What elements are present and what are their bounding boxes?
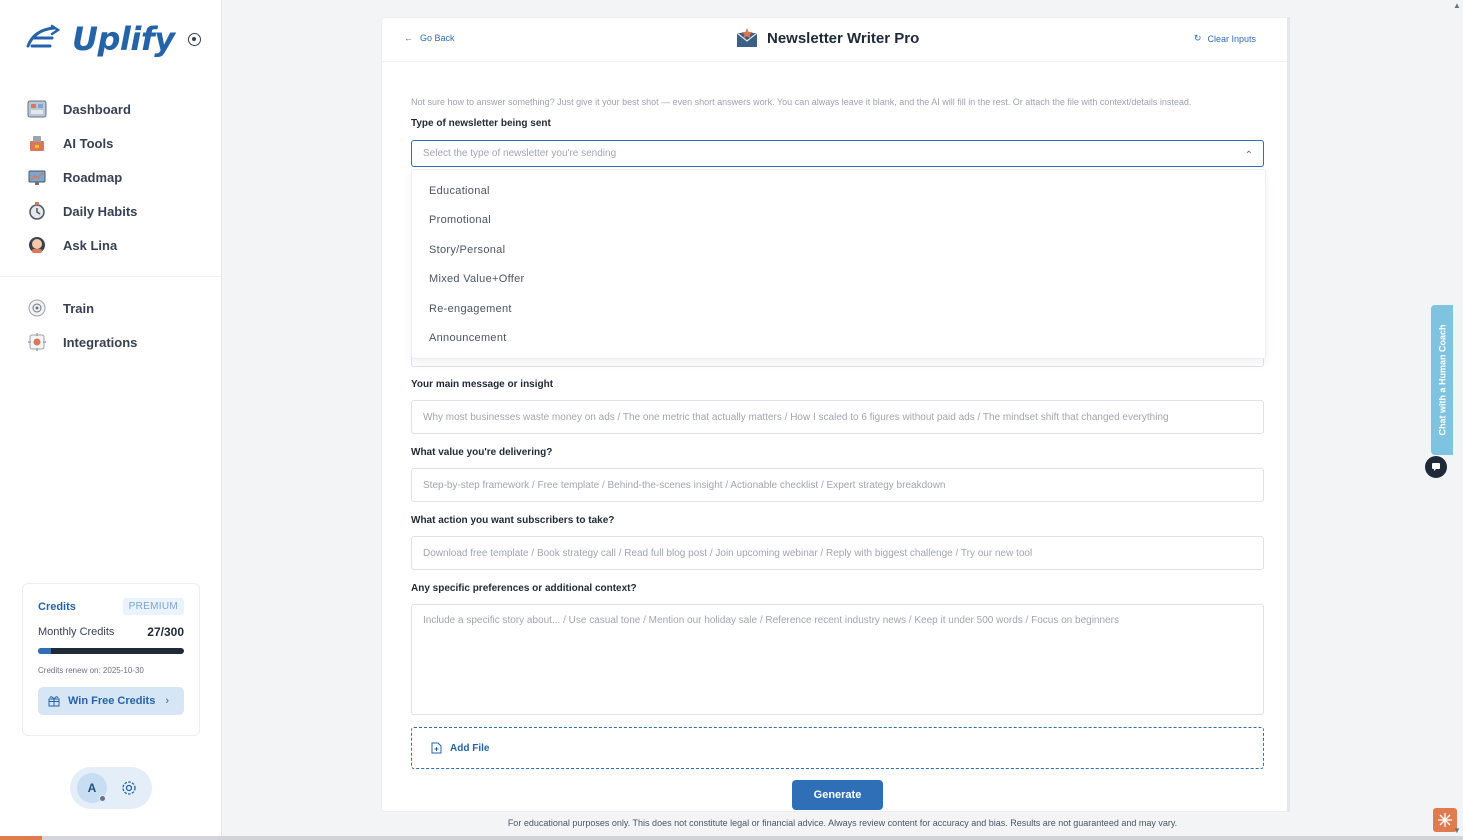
avatar-initial: A (87, 781, 97, 795)
dropdown-option-educational[interactable]: Educational (429, 184, 490, 197)
avatar[interactable] (77, 773, 107, 803)
win-free-credits-label: Win Free Credits (68, 695, 156, 707)
dropdown-option-announcement[interactable]: Announcement (429, 332, 507, 345)
sparkle-icon (1437, 812, 1453, 828)
chevron-right-icon: › (165, 695, 169, 707)
dropdown-option-mixed-value-offer[interactable]: Mixed Value+Offer (429, 273, 525, 286)
credits-renew-date: Credits renew on: 2025-10-30 (38, 666, 144, 675)
action-placeholder: Download free template / Book strategy call / Read full blog post / Join upcoming webinar / Reply with biggest challenge / Try our new tool (423, 547, 1033, 559)
nav-label: Daily Habits (63, 203, 138, 219)
chevron-up-icon: ⌃ (1244, 150, 1253, 161)
generate-button[interactable]: Generate (792, 780, 883, 810)
panel-header (382, 18, 1288, 62)
logo[interactable] (24, 20, 175, 58)
newsletter-type-select[interactable] (411, 140, 1264, 167)
sidebar (0, 0, 222, 840)
disclaimer: For educational purposes only. This does not constitute legal or financial advice. Always review content for accuracy and bias. Results are not guaranteed and may vary. (507, 818, 1178, 828)
message-label: Your main message or insight (411, 379, 554, 390)
panel-scrollbar[interactable] (1287, 17, 1290, 812)
arrow-left-icon: ← (404, 33, 413, 43)
chat-icon (1431, 462, 1441, 472)
nav-label: Dashboard (63, 101, 131, 117)
nav-item-integrations[interactable] (0, 325, 221, 359)
gear-icon[interactable] (121, 780, 137, 796)
gift-icon (48, 695, 60, 707)
dropdown-option-promotional[interactable]: Promotional (429, 214, 491, 227)
credits-count: 27/300 (147, 625, 184, 639)
nav-divider (0, 276, 221, 277)
train-icon (27, 298, 47, 318)
main-nav (0, 92, 221, 359)
collapse-toggle-icon[interactable] (188, 33, 201, 46)
context-placeholder: Include a specific story about... / Use casual tone / Mention our holiday sale / Reference recent industry news / Keep it under 500 words / Focus on beginners (423, 615, 1119, 626)
clear-inputs-label: Clear Inputs (1207, 33, 1256, 44)
scroll-down-arrow-icon[interactable]: ▼ (1453, 826, 1461, 835)
premium-badge: PREMIUM (123, 598, 184, 615)
value-placeholder: Step-by-step framework / Free template / Behind-the-scenes insight / Actionable checklist / Expert strategy breakdown (423, 479, 946, 491)
scroll-up-arrow-icon[interactable]: ▲ (1453, 1, 1461, 10)
bottom-strip (0, 836, 1463, 840)
file-plus-icon (431, 742, 442, 754)
nav-item-roadmap[interactable] (0, 160, 221, 194)
action-input[interactable] (411, 536, 1264, 570)
type-label: Type of newsletter being sent (411, 118, 551, 129)
nav-label: Roadmap (63, 169, 123, 185)
context-label: Any specific preferences or additional context? (411, 583, 637, 594)
page-title: Newsletter Writer Pro (767, 29, 920, 47)
context-textarea[interactable] (411, 604, 1264, 715)
logo-text: Uplify (72, 20, 175, 58)
ai-tools-icon (27, 133, 47, 153)
go-back-button[interactable] (404, 33, 455, 43)
bottom-accent (0, 836, 42, 840)
refresh-icon: ↻ (1193, 33, 1202, 43)
go-back-label: Go Back (420, 33, 455, 43)
dropdown-option-story-personal[interactable]: Story/Personal (429, 243, 506, 256)
nav-item-ai-tools[interactable] (0, 126, 221, 160)
credits-title: Credits (38, 600, 76, 613)
nav-label: Integrations (63, 334, 138, 350)
integrations-icon (27, 332, 47, 352)
message-placeholder: Why most businesses waste money on ads / The one metric that actually matters / How I scaled to 6 figures without paid ads / The mindset shift that changed everything (423, 411, 1169, 423)
nav-item-ask-lina[interactable] (0, 228, 221, 262)
nav-label: AI Tools (63, 135, 114, 151)
chat-bubble-button[interactable] (1425, 456, 1447, 478)
credits-card (22, 583, 200, 736)
nav-item-daily-habits[interactable] (0, 194, 221, 228)
status-dot (99, 795, 106, 802)
nav-item-dashboard[interactable] (0, 92, 221, 126)
newsletter-envelope-icon (736, 27, 758, 49)
chat-with-coach-tab[interactable] (1431, 305, 1453, 455)
user-menu (70, 767, 152, 809)
daily-habits-icon (27, 201, 47, 221)
value-label: What value you're delivering? (411, 447, 553, 458)
nav-item-train[interactable] (0, 291, 221, 325)
roadmap-icon (27, 167, 47, 187)
nav-label: Ask Lina (63, 237, 118, 253)
newsletter-writer-panel (381, 17, 1289, 812)
monthly-credits-label: Monthly Credits (38, 626, 115, 638)
dropdown-option-re-engagement[interactable]: Re-engagement (429, 302, 512, 315)
type-select-placeholder: Select the type of newsletter you're sending (423, 148, 617, 159)
form-hint: Not sure how to answer something? Just give it your best shot — even short answers work. You can always leave it blank, and the AI will fill in the rest. Or attach the file with context/details instead. (411, 97, 1192, 107)
credits-progress-fill (38, 648, 51, 654)
newsletter-type-dropdown (411, 169, 1266, 359)
action-label: What action you want subscribers to take? (411, 515, 615, 526)
coach-tab-label: Chat with a Human Coach (1437, 324, 1448, 436)
clear-inputs-button[interactable] (1194, 33, 1256, 44)
ask-lina-icon (27, 235, 47, 255)
uplify-logo-icon (24, 24, 64, 54)
dashboard-icon (27, 99, 47, 119)
title-wrap (736, 27, 919, 49)
add-file-button[interactable] (411, 727, 1264, 769)
add-file-label: Add File (450, 742, 490, 754)
credits-progress-bar (38, 648, 184, 654)
nav-label: Train (63, 300, 95, 316)
value-input[interactable] (411, 468, 1264, 502)
message-input[interactable] (411, 400, 1264, 434)
win-free-credits-button[interactable] (38, 687, 184, 715)
